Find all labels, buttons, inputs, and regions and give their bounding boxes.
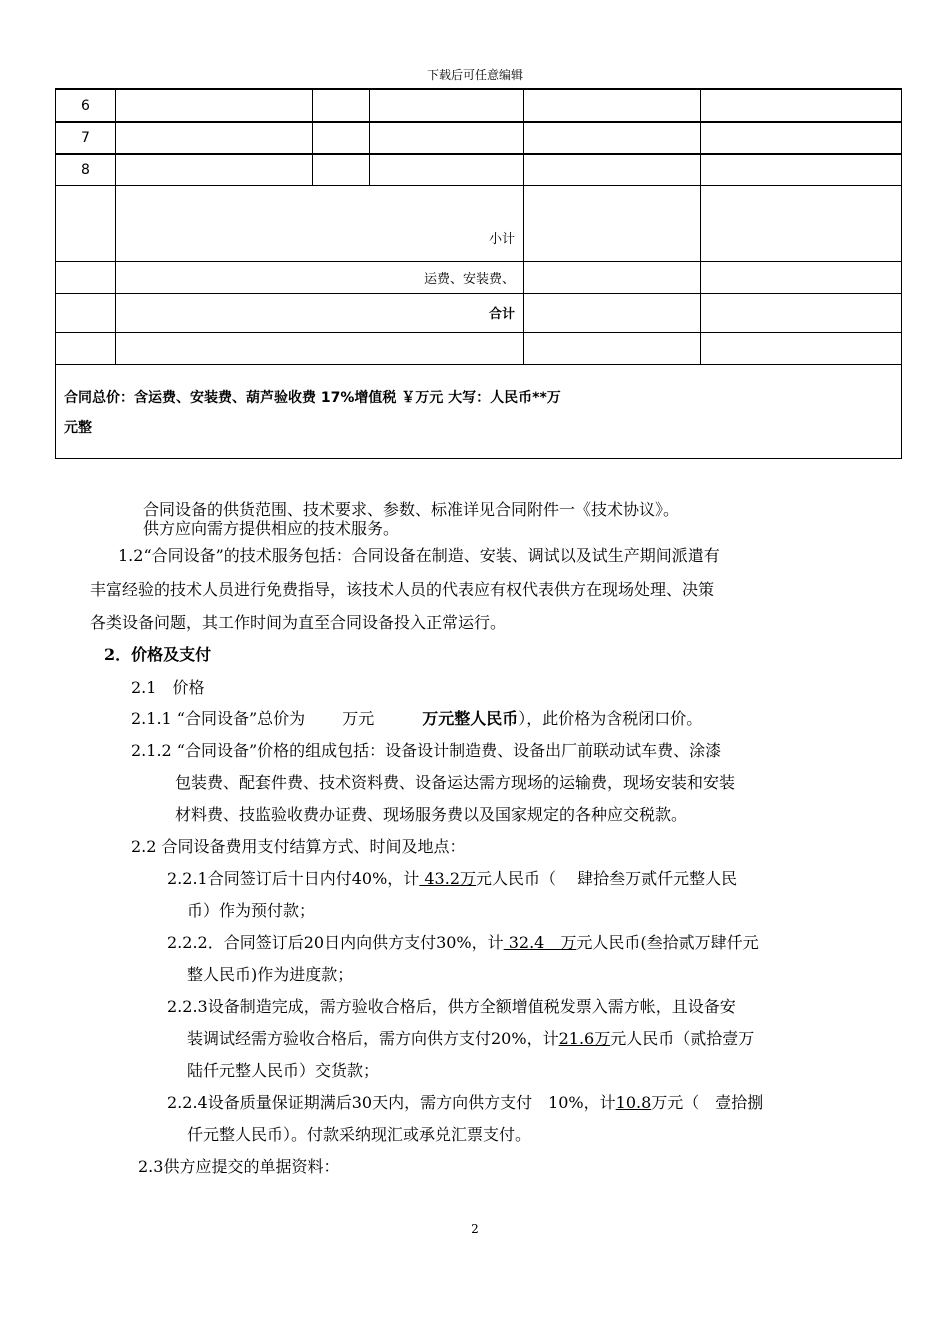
clause-2-2-1-line1 [167, 869, 737, 889]
clause-2-2-4-tail: 万元（ 壹拾捌 [651, 1093, 764, 1112]
service-text: 供方应向需方提供相应的技术服务。 [143, 519, 400, 538]
clause-2-2-2-text: 2.2.2．合同签订后20日内向供方支付30%，计 [167, 933, 504, 952]
sum-label: 合计 [116, 293, 524, 332]
clause-1-2-line3: 各类设备问题，其工作时间为直至合同设备投入正常运行。 [90, 613, 507, 632]
clause-2-2-1-line2: 币）作为预付款； [187, 901, 316, 920]
clause-2-2-4-line2: 仟元整人民币）。付款采纳现汇或承兑汇票支付。 [187, 1125, 532, 1144]
clause-2-2-3-tail: 元人民币（贰拾壹万 [610, 1029, 755, 1048]
table-row [56, 154, 902, 185]
clause-2-1-2-line3: 材料费、技监验收费办证费、现场服务费以及国家规定的各种应交税款。 [175, 805, 688, 824]
clause-2-1-1-tail: ），此价格为含税闭口价。 [518, 709, 703, 728]
page-header: 下载后可任意编辑 [426, 68, 523, 82]
total-row [56, 364, 902, 458]
clause-2-2-3-line3: 陆仟元整人民币）交货款； [187, 1061, 380, 1080]
clause-2-1-2-line1: 2.1.2 “合同设备”价格的组成包括：设备设计制造费、设备出厂前联动试车费、涂漆 [131, 741, 722, 760]
clause-2-2-3-line1: 2.2.3设备制造完成，需方验收合格后，供方全额增值税发票入需方帐，且设备安 [167, 997, 736, 1016]
clause-2-1-2-line2: 包装费、配套件费、技术资料费、设备运达需方现场的运输费，现场安装和安装 [175, 773, 736, 792]
clause-2-1-1 [131, 709, 702, 729]
row-number: 6 [56, 89, 116, 122]
clause-2-2-3-amount: 21.6万 [558, 1029, 611, 1048]
clause-2-2-4-text: 2.2.4设备质量保证期满后30天内，需方向供方支付 10%，计 [167, 1093, 616, 1112]
clause-2-2-1-text: 2.2.1合同签订后十日内付40%，计 [167, 869, 420, 888]
clause-1-2-line2: 丰富经验的技术人员进行免费指导，该技术人员的代表应有权代表供方在现场处理、决策 [90, 580, 715, 599]
clause-2-2-2-tail: 元人民币(叁拾贰万肆仟元 [576, 933, 759, 952]
clause-2-2-2-line2: 整人民币)作为进度款； [187, 965, 354, 984]
row-number: 7 [56, 122, 116, 154]
clause-2-2-4-amount: 10.8 [615, 1093, 652, 1112]
total-price-line2: 元整 [64, 419, 92, 436]
clause-2-1-1-text: 2.1.1 “合同设备”总价为 万元 [131, 709, 423, 728]
table-row [56, 122, 902, 154]
clause-2-2-4-line1 [167, 1093, 763, 1113]
clause-2-2-2-line1 [167, 933, 759, 953]
clause-2-2-2-amount: 32.4 万 [503, 933, 577, 952]
table-row [56, 89, 902, 122]
clause-2-1-1-bold: 万元整人民币 [422, 709, 519, 728]
freight-label: 运费、安装费、 [116, 261, 524, 293]
freight-row [56, 261, 902, 293]
page-number: 2 [471, 1222, 479, 1236]
price-table [55, 88, 902, 459]
clause-2-3: 2.3供方应提交的单据资料： [138, 1157, 340, 1176]
clause-2-2-3-text: 装调试经需方验收合格后，需方向供方支付20%，计 [187, 1029, 559, 1048]
blank-row [56, 332, 902, 364]
section-2-heading: 2．价格及支付 [104, 645, 212, 664]
clause-2-2: 2.2 合同设备费用支付结算方式、时间及地点： [131, 837, 466, 856]
subtotal-label: 小计 [116, 185, 524, 261]
total-price-cell [56, 364, 902, 458]
scope-text: 合同设备的供货范围、技术要求、参数、标准详见合同附件一《技术协议》。 [143, 500, 680, 519]
total-price-line1: 合同总价：含运费、安装费、葫芦验收费 17%增值税 ￥万元 大写：人民币**万 [64, 389, 561, 406]
sum-row [56, 293, 902, 332]
clause-2-2-1-tail: 元人民币（ 肆拾叁万贰仟元整人民 [476, 869, 738, 888]
subtotal-row [56, 185, 902, 261]
clause-2-1: 2.1 价格 [131, 678, 205, 697]
row-number: 8 [56, 154, 116, 185]
clause-2-2-1-amount: 43.2万 [419, 869, 476, 888]
clause-2-2-3-line2 [187, 1029, 754, 1049]
clause-1-2-line1: 1.2“合同设备”的技术服务包括：合同设备在制造、安装、调试以及试生产期间派遣有 [118, 546, 720, 565]
